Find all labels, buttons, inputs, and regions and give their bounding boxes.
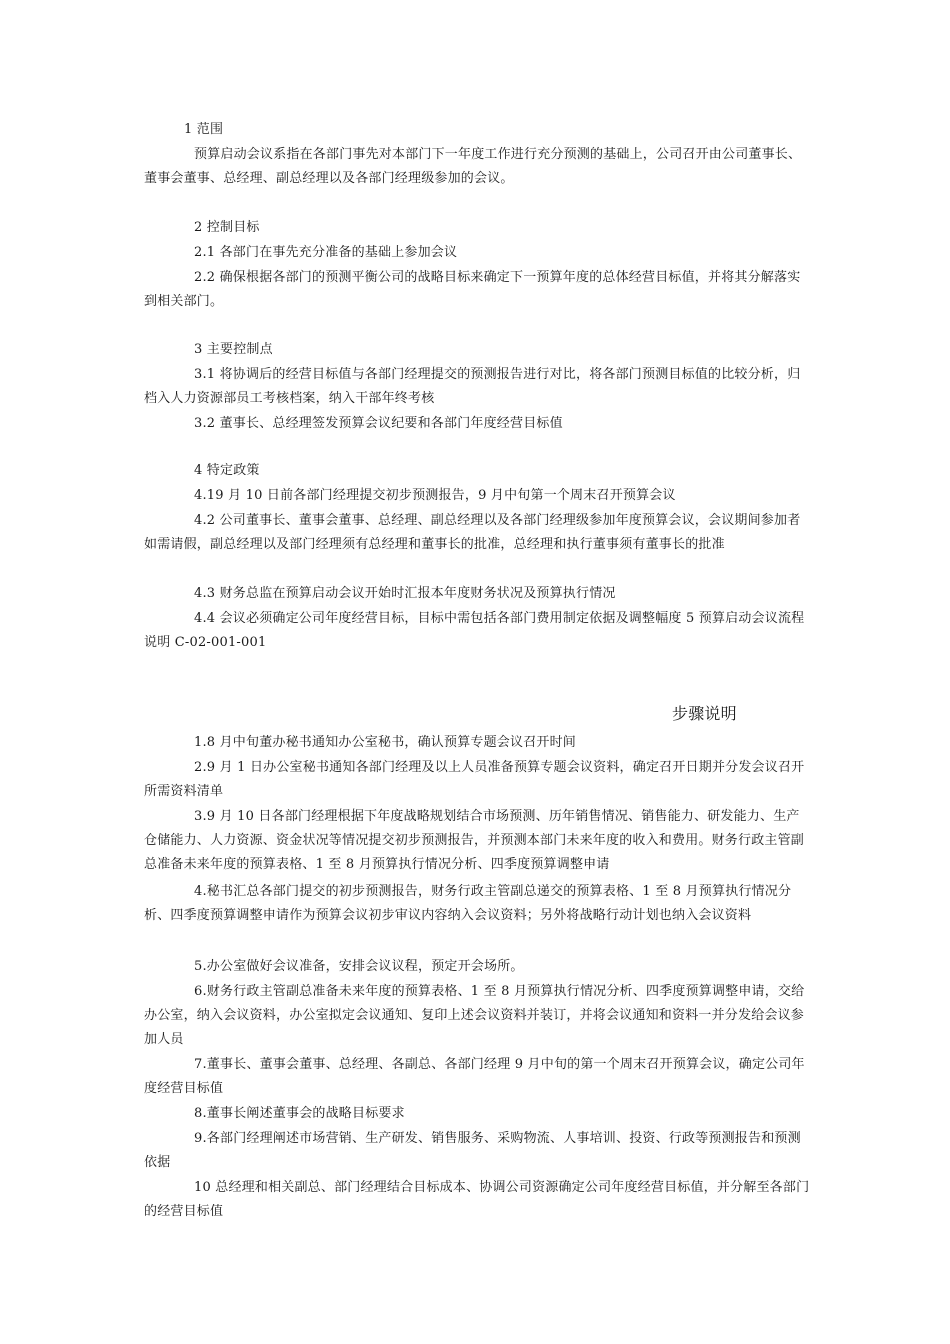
section-4-item-2: 4.2 公司董事长、董事会董事、总经理、副总经理以及各部门经理级参加年度预算会议，会议期间参加者如需请假，副总经理以及部门经理须有总经理和董事长的批准，总经理和执行董事须有董事长的批准 bbox=[144, 513, 801, 552]
section-2-item-2: 2.2 确保根据各部门的预测平衡公司的战略目标来确定下一预算年度的总体经营目标值，并将其分解落实到相关部门。 bbox=[144, 270, 801, 309]
section-4-item-3: 4.3 财务总监在预算启动会议开始时汇报本年度财务状况及预算执行情况 bbox=[194, 586, 616, 601]
step-item: 1.8 月中旬董办秘书通知办公室秘书，确认预算专题会议召开时间 bbox=[194, 735, 577, 750]
step-item: 8.董事长阐述董事会的战略目标要求 bbox=[194, 1106, 405, 1121]
step-item: 4.秘书汇总各部门提交的初步预测报告，财务行政主管副总递交的预算表格、1 至 8 月预算执行情况分析、四季度预算调整申请作为预算会议初步审议内容纳入会议资料；另外将战略行动计划也纳入会议资料 bbox=[144, 884, 792, 923]
section-3-item-2: 3.2 董事长、总经理签发预算会议纪要和各部门年度经营目标值 bbox=[194, 416, 563, 431]
section-1-heading: 1 范围 bbox=[184, 122, 224, 137]
steps-title: 步骤说明 bbox=[672, 704, 737, 723]
section-4-heading: 4 特定政策 bbox=[194, 463, 260, 478]
section-3-heading: 3 主要控制点 bbox=[194, 342, 273, 357]
section-2-heading: 2 控制目标 bbox=[194, 220, 260, 235]
section-1-body: 预算启动会议系指在各部门事先对本部门下一年度工作进行充分预测的基础上，公司召开由公司董事长、董事会董事、总经理、副总经理以及各部门经理级参加的会议。 bbox=[144, 147, 802, 186]
section-3-item-1: 3.1 将协调后的经营目标值与各部门经理提交的预测报告进行对比，将各部门预测目标值的比较分析，归档入人力资源部员工考核档案，纳入干部年终考核 bbox=[144, 367, 801, 406]
step-item: 10 总经理和相关副总、部门经理结合目标成本、协调公司资源确定公司年度经营目标值，并分解至各部门的经营目标值 bbox=[144, 1180, 810, 1219]
step-item: 6.财务行政主管副总准备未来年度的预算表格、1 至 8 月预算执行情况分析、四季度预算调整申请，交给办公室，纳入会议资料，办公室拟定会议通知、复印上述会议资料并装订，并将会议通知和资料一并分发给会议参加人员 bbox=[144, 984, 805, 1047]
section-4-item-1: 4.19 月 10 日前各部门经理提交初步预测报告，9 月中旬第一个周末召开预算会议 bbox=[194, 488, 676, 503]
step-item: 5.办公室做好会议准备，安排会议议程，预定开会场所。 bbox=[194, 959, 524, 974]
step-item: 7.董事长、董事会董事、总经理、各副总、各部门经理 9 月中旬的第一个周末召开预算会议，确定公司年度经营目标值 bbox=[144, 1057, 805, 1096]
section-2-item-1: 2.1 各部门在事先充分准备的基础上参加会议 bbox=[194, 245, 458, 260]
step-item: 2.9 月 1 日办公室秘书通知各部门经理及以上人员准备预算专题会议资料，确定召开日期并分发会议召开所需资料清单 bbox=[144, 760, 805, 799]
step-item: 9.各部门经理阐述市场营销、生产研发、销售服务、采购物流、人事培训、投资、行政等预测报告和预测依据 bbox=[144, 1131, 801, 1170]
section-4-item-4: 4.4 会议必须确定公司年度经营目标，目标中需包括各部门费用制定依据及调整幅度 5 预算启动会议流程说明 C-02-001-001 bbox=[144, 611, 805, 650]
step-item: 3.9 月 10 日各部门经理根据下年度战略规划结合市场预测、历年销售情况、销售能力、研发能力、生产仓储能力、人力资源、资金状况等情况提交初步预测报告，并预测本部门未来年度的收入和费用。财务行政主管副总准备未来年度的预算表格、1 至 8 月预算执行情况分析、四季度预算调整申请 bbox=[144, 809, 805, 872]
